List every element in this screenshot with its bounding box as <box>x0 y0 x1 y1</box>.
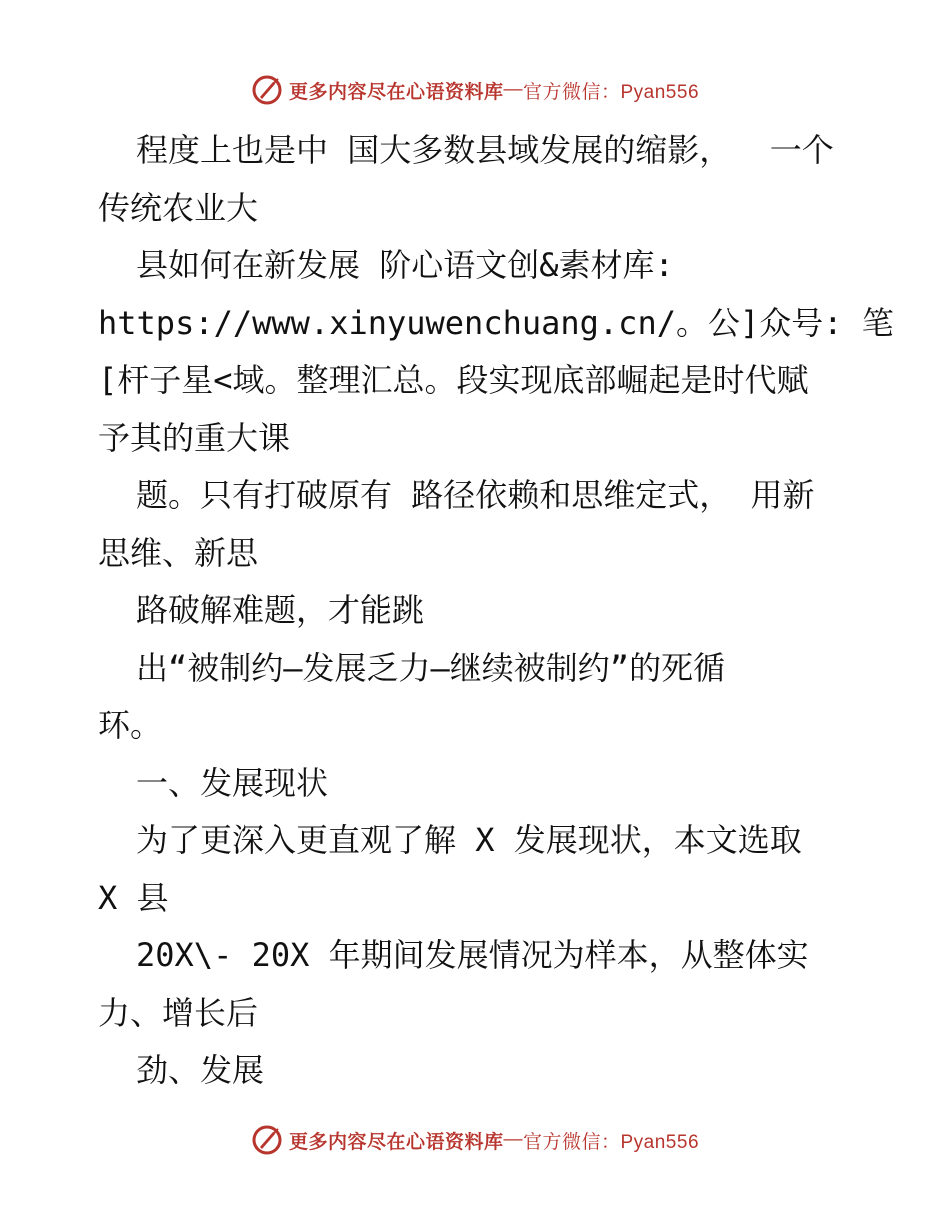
quill-pen-logo-icon <box>251 1124 283 1156</box>
footer-brand-text: 更多内容尽在心语资料库 <box>288 1131 504 1153</box>
body-line-8: 思维、新思 <box>98 533 259 572</box>
footer-separator: — <box>503 1129 523 1150</box>
quill-pen-logo-icon <box>251 74 283 106</box>
body-line-3: 县如何在新发展 阶心语文创&素材库: <box>136 246 674 284</box>
body-line-4: https://www.xinyuwenchuang.cn/。公]众号: 笔 <box>98 303 894 342</box>
header-separator: — <box>503 79 523 100</box>
body-line-17: 劲、发展 <box>136 1051 265 1089</box>
body-line-5: [杆子星<域。整理汇总。段实现底部崛起是时代赋 <box>98 361 809 399</box>
body-line-16: 力、增长后 <box>98 993 259 1032</box>
body-line-11: 环。 <box>98 706 163 744</box>
body-line-9: 路破解难题，才能跳 <box>136 591 425 629</box>
body-line-6: 予其的重大课 <box>98 418 291 457</box>
footer-wechat-text: 官方微信：Pyan556 <box>523 1131 700 1153</box>
document-body <box>98 122 894 1100</box>
section-heading: 一、发展现状 <box>136 763 329 802</box>
body-line-2: 传统农业大 <box>98 188 259 227</box>
header-brand-text: 更多内容尽在心语资料库 <box>288 81 504 103</box>
body-line-13: 为了更深入更直观了解 X 发展现状，本文选取 <box>136 821 802 859</box>
body-line-14: X 县 <box>98 878 169 917</box>
body-line-15: 20X\- 20X 年期间发展情况为样本，从整体实 <box>136 936 809 974</box>
body-line-7: 题。只有打破原有 路径依赖和思维定式， 用新 <box>136 476 815 514</box>
footer-banner <box>0 1120 950 1160</box>
header-banner <box>0 70 950 110</box>
header-wechat-text: 官方微信：Pyan556 <box>523 81 700 103</box>
body-line-1: 程度上也是中 国大多数县域发展的缩影， 一个 <box>136 131 834 169</box>
body-line-10: 出“被制约—发展乏力—继续被制约”的死循 <box>136 648 726 687</box>
